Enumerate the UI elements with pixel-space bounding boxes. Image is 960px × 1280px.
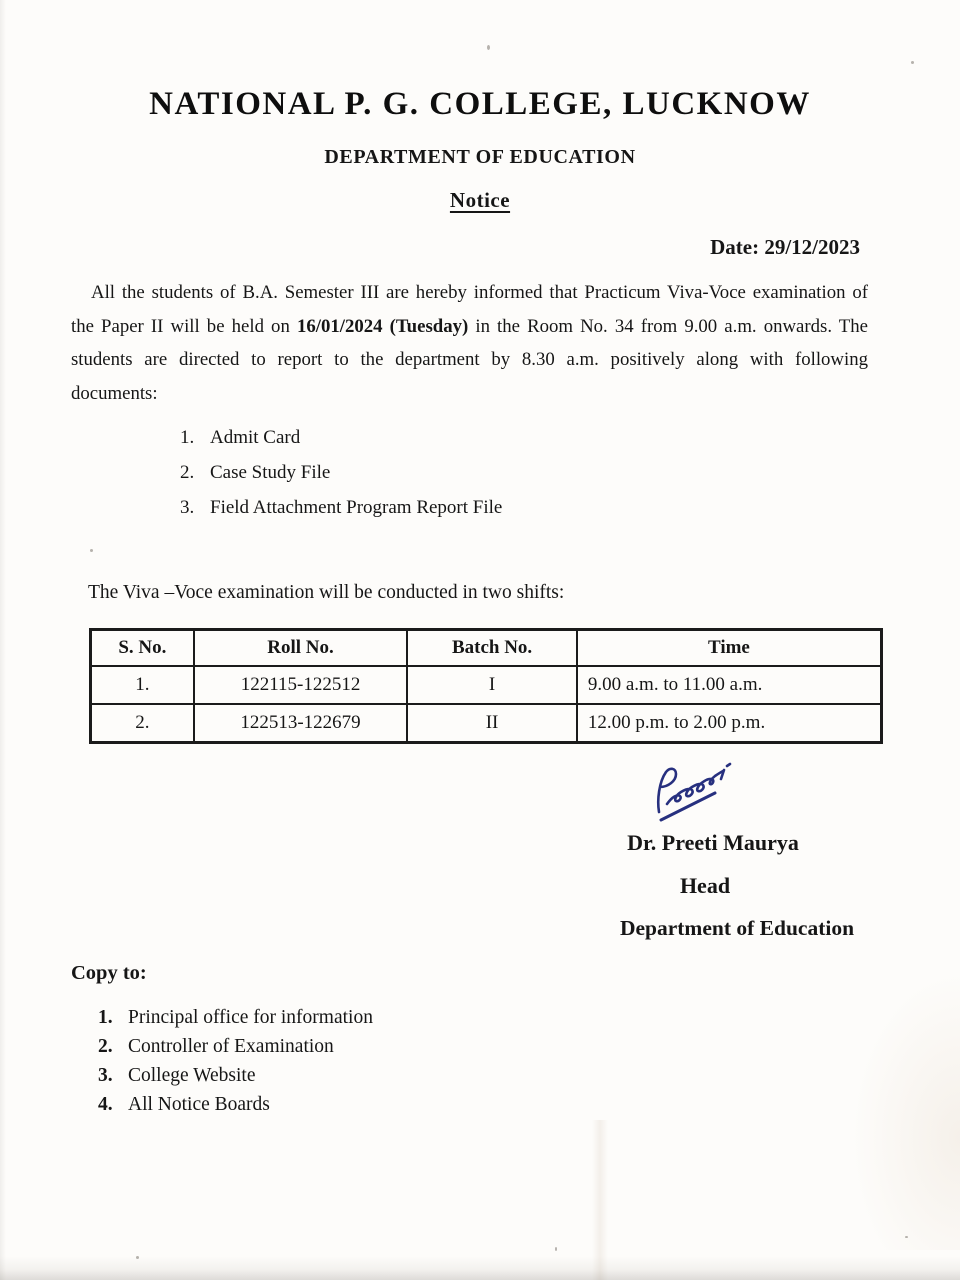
list-item	[180, 462, 502, 497]
cell-batch: II	[407, 704, 577, 742]
column-header-roll: Roll No.	[194, 630, 408, 666]
signatory-designation: Head	[679, 873, 731, 898]
signatory-name: Dr. Preeti Maurya	[627, 830, 799, 855]
list-item-number: 2.	[98, 1036, 113, 1057]
scan-bottom-shadow	[0, 1256, 960, 1280]
list-item-number: 1.	[180, 427, 195, 448]
column-header-time: Time	[577, 630, 881, 666]
list-item-number: 4.	[98, 1094, 113, 1115]
scan-speck	[911, 61, 914, 64]
scan-speck	[136, 1256, 139, 1259]
shifts-table	[90, 629, 882, 743]
scan-edge-shadow	[0, 0, 6, 1280]
cell-batch: I	[407, 666, 577, 704]
list-item-text: Case Study File	[210, 462, 331, 483]
list-item	[98, 1007, 373, 1036]
list-item-text: Principal office for information	[128, 1007, 373, 1028]
cell-time: 9.00 a.m. to 11.00 a.m.	[577, 666, 881, 704]
scan-speck	[90, 549, 93, 552]
handwritten-signature	[645, 760, 749, 826]
table-row	[91, 704, 881, 742]
list-item-number: 1.	[98, 1007, 113, 1028]
signature-block	[562, 760, 884, 941]
list-item	[98, 1094, 373, 1123]
cell-sno: 1.	[91, 666, 194, 704]
date-line: Date: 29/12/2023	[710, 235, 860, 259]
list-item-number: 3.	[98, 1065, 113, 1086]
list-item-text: Field Attachment Program Report File	[210, 497, 503, 518]
scan-smudge	[850, 970, 960, 1250]
signatory-department: Department of Education	[619, 916, 855, 940]
college-title: NATIONAL P. G. COLLEGE, LUCKNOW	[149, 86, 811, 122]
intro-exam-date: 16/01/2024 (Tuesday)	[296, 315, 469, 337]
department-subtitle: DEPARTMENT OF EDUCATION	[324, 146, 636, 168]
table-header-row	[91, 630, 881, 666]
column-header-batch: Batch No.	[407, 630, 577, 666]
list-item-text: Controller of Examination	[128, 1036, 334, 1057]
scan-speck	[487, 45, 490, 50]
cell-time: 12.00 p.m. to 2.00 p.m.	[577, 704, 881, 742]
list-item-number: 3.	[180, 497, 195, 518]
intro-paragraph	[71, 276, 868, 410]
cell-sno: 2.	[91, 704, 194, 742]
scan-speck	[905, 1236, 908, 1238]
list-item	[180, 497, 502, 532]
copy-to-list	[98, 1007, 373, 1123]
list-item	[180, 427, 502, 462]
list-item-text: College Website	[128, 1065, 256, 1086]
column-header-sno: S. No.	[91, 630, 194, 666]
copy-to-label: Copy to:	[71, 962, 147, 984]
list-item-text: Admit Card	[210, 427, 301, 448]
list-item	[98, 1065, 373, 1094]
notice-heading: Notice	[449, 188, 511, 212]
scan-speck	[555, 1247, 557, 1251]
cell-roll: 122513-122679	[194, 704, 408, 742]
intro-text-before: All the students of B.A. Semester III are hereby informed that Practicum Viva-Voce examination of the Paper II will be held on	[71, 282, 868, 337]
required-documents-list	[180, 427, 502, 532]
list-item-text: All Notice Boards	[128, 1094, 270, 1115]
list-item-number: 2.	[180, 462, 195, 483]
table-row	[91, 666, 881, 704]
cell-roll: 122115-122512	[194, 666, 408, 704]
intro-text-after: in the Room No. 34 from 9.00 a.m. onwards. The students are directed to report to the department by 8.30 a.m. positively along with following documents:	[71, 315, 868, 404]
shifts-intro-line: The Viva –Voce examination will be conducted in two shifts:	[88, 582, 565, 603]
list-item	[98, 1036, 373, 1065]
